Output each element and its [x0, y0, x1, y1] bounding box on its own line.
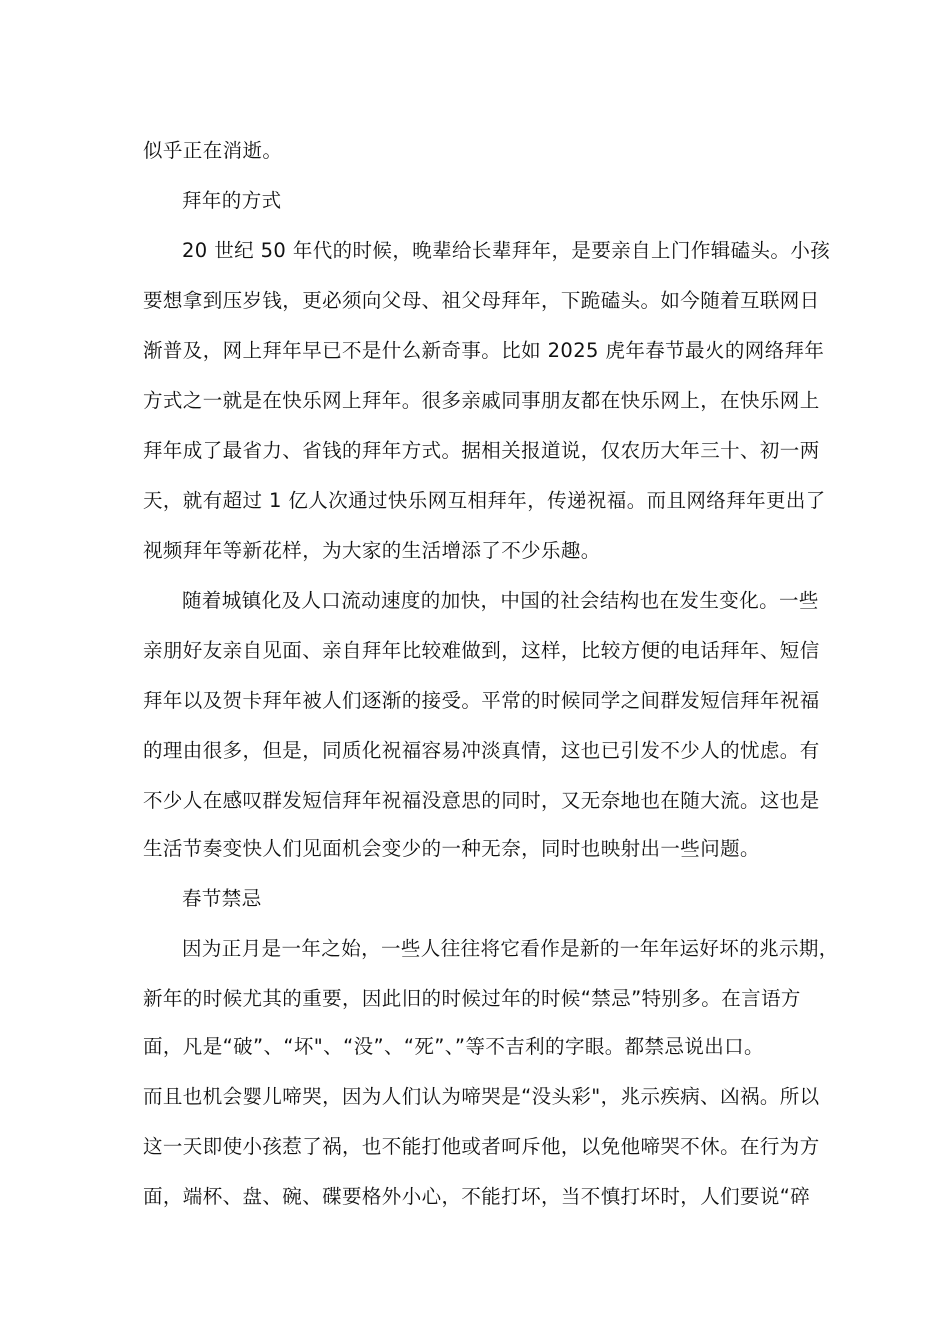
paragraph-line: 亲朋好友亲自见面、亲自拜年比较难做到，这样，比较方便的电话拜年、短信 — [143, 639, 820, 662]
paragraph-line: 拜年以及贺卡拜年被人们逐渐的接受。平常的时候同学之间群发短信拜年祝福 — [143, 689, 820, 712]
section-heading: 春节禁忌 — [182, 887, 262, 910]
section-heading: 拜年的方式 — [182, 189, 282, 212]
paragraph-line: 拜年成了最省力、省钱的拜年方式。据相关报道说，仅农历大年三十、初一两 — [143, 439, 820, 462]
paragraph-line: 渐普及，网上拜年早已不是什么新奇事。比如 2025 虎年春节最火的网络拜年 — [143, 339, 825, 362]
paragraph-line: 随着城镇化及人口流动速度的加快，中国的社会结构也在发生变化。一些 — [182, 589, 819, 612]
paragraph-line: 方式之一就是在快乐网上拜年。很多亲戚同事朋友都在快乐网上，在快乐网上 — [143, 389, 820, 412]
paragraph-line: 天，就有超过 1 亿人次通过快乐网互相拜年，传递祝福。而且网络拜年更出了 — [143, 489, 826, 512]
paragraph-line: 的理由很多，但是，同质化祝福容易冲淡真情，这也已引发不少人的忧虑。有 — [143, 739, 820, 762]
paragraph-line: 生活节奏变快人们见面机会变少的一种无奈，同时也映射出一些问题。 — [143, 837, 760, 860]
paragraph-line: 因为正月是一年之始，一些人往往将它看作是新的一年年运好坏的兆示期， — [182, 937, 839, 960]
paragraph-line: 新年的时候尤其的重要，因此旧的时候过年的时候“禁忌”特别多。在言语方 — [143, 987, 801, 1010]
paragraph-line: 面，端杯、盘、碗、碟要格外小心，不能打坏，当不慎打坏时，人们要说“碎 — [143, 1185, 811, 1208]
paragraph-line: 而且也机会婴儿啼哭，因为人们认为啼哭是“没头彩"，兆示疾病、凶祸。所以 — [143, 1085, 820, 1108]
paragraph-line: 似乎正在消逝。 — [143, 139, 283, 162]
paragraph-line: 要想拿到压岁钱，更必须向父母、祖父母拜年，下跪磕头。如今随着互联网日 — [143, 289, 820, 312]
paragraph-line: 面，凡是“破”、“坏"、“没”、“死”、”等不吉利的字眼。都禁忌说出口。 — [143, 1035, 764, 1058]
paragraph-line: 20 世纪 50 年代的时候，晚辈给长辈拜年，是要亲自上门作辑磕头。小孩 — [182, 239, 831, 262]
paragraph-line: 这一天即使小孩惹了祸，也不能打他或者呵斥他，以免他啼哭不休。在行为方 — [143, 1135, 820, 1158]
paragraph-line: 不少人在感叹群发短信拜年祝福没意思的同时，又无奈地也在随大流。这也是 — [143, 789, 820, 812]
paragraph-line: 视频拜年等新花样，为大家的生活增添了不少乐趣。 — [143, 539, 601, 562]
